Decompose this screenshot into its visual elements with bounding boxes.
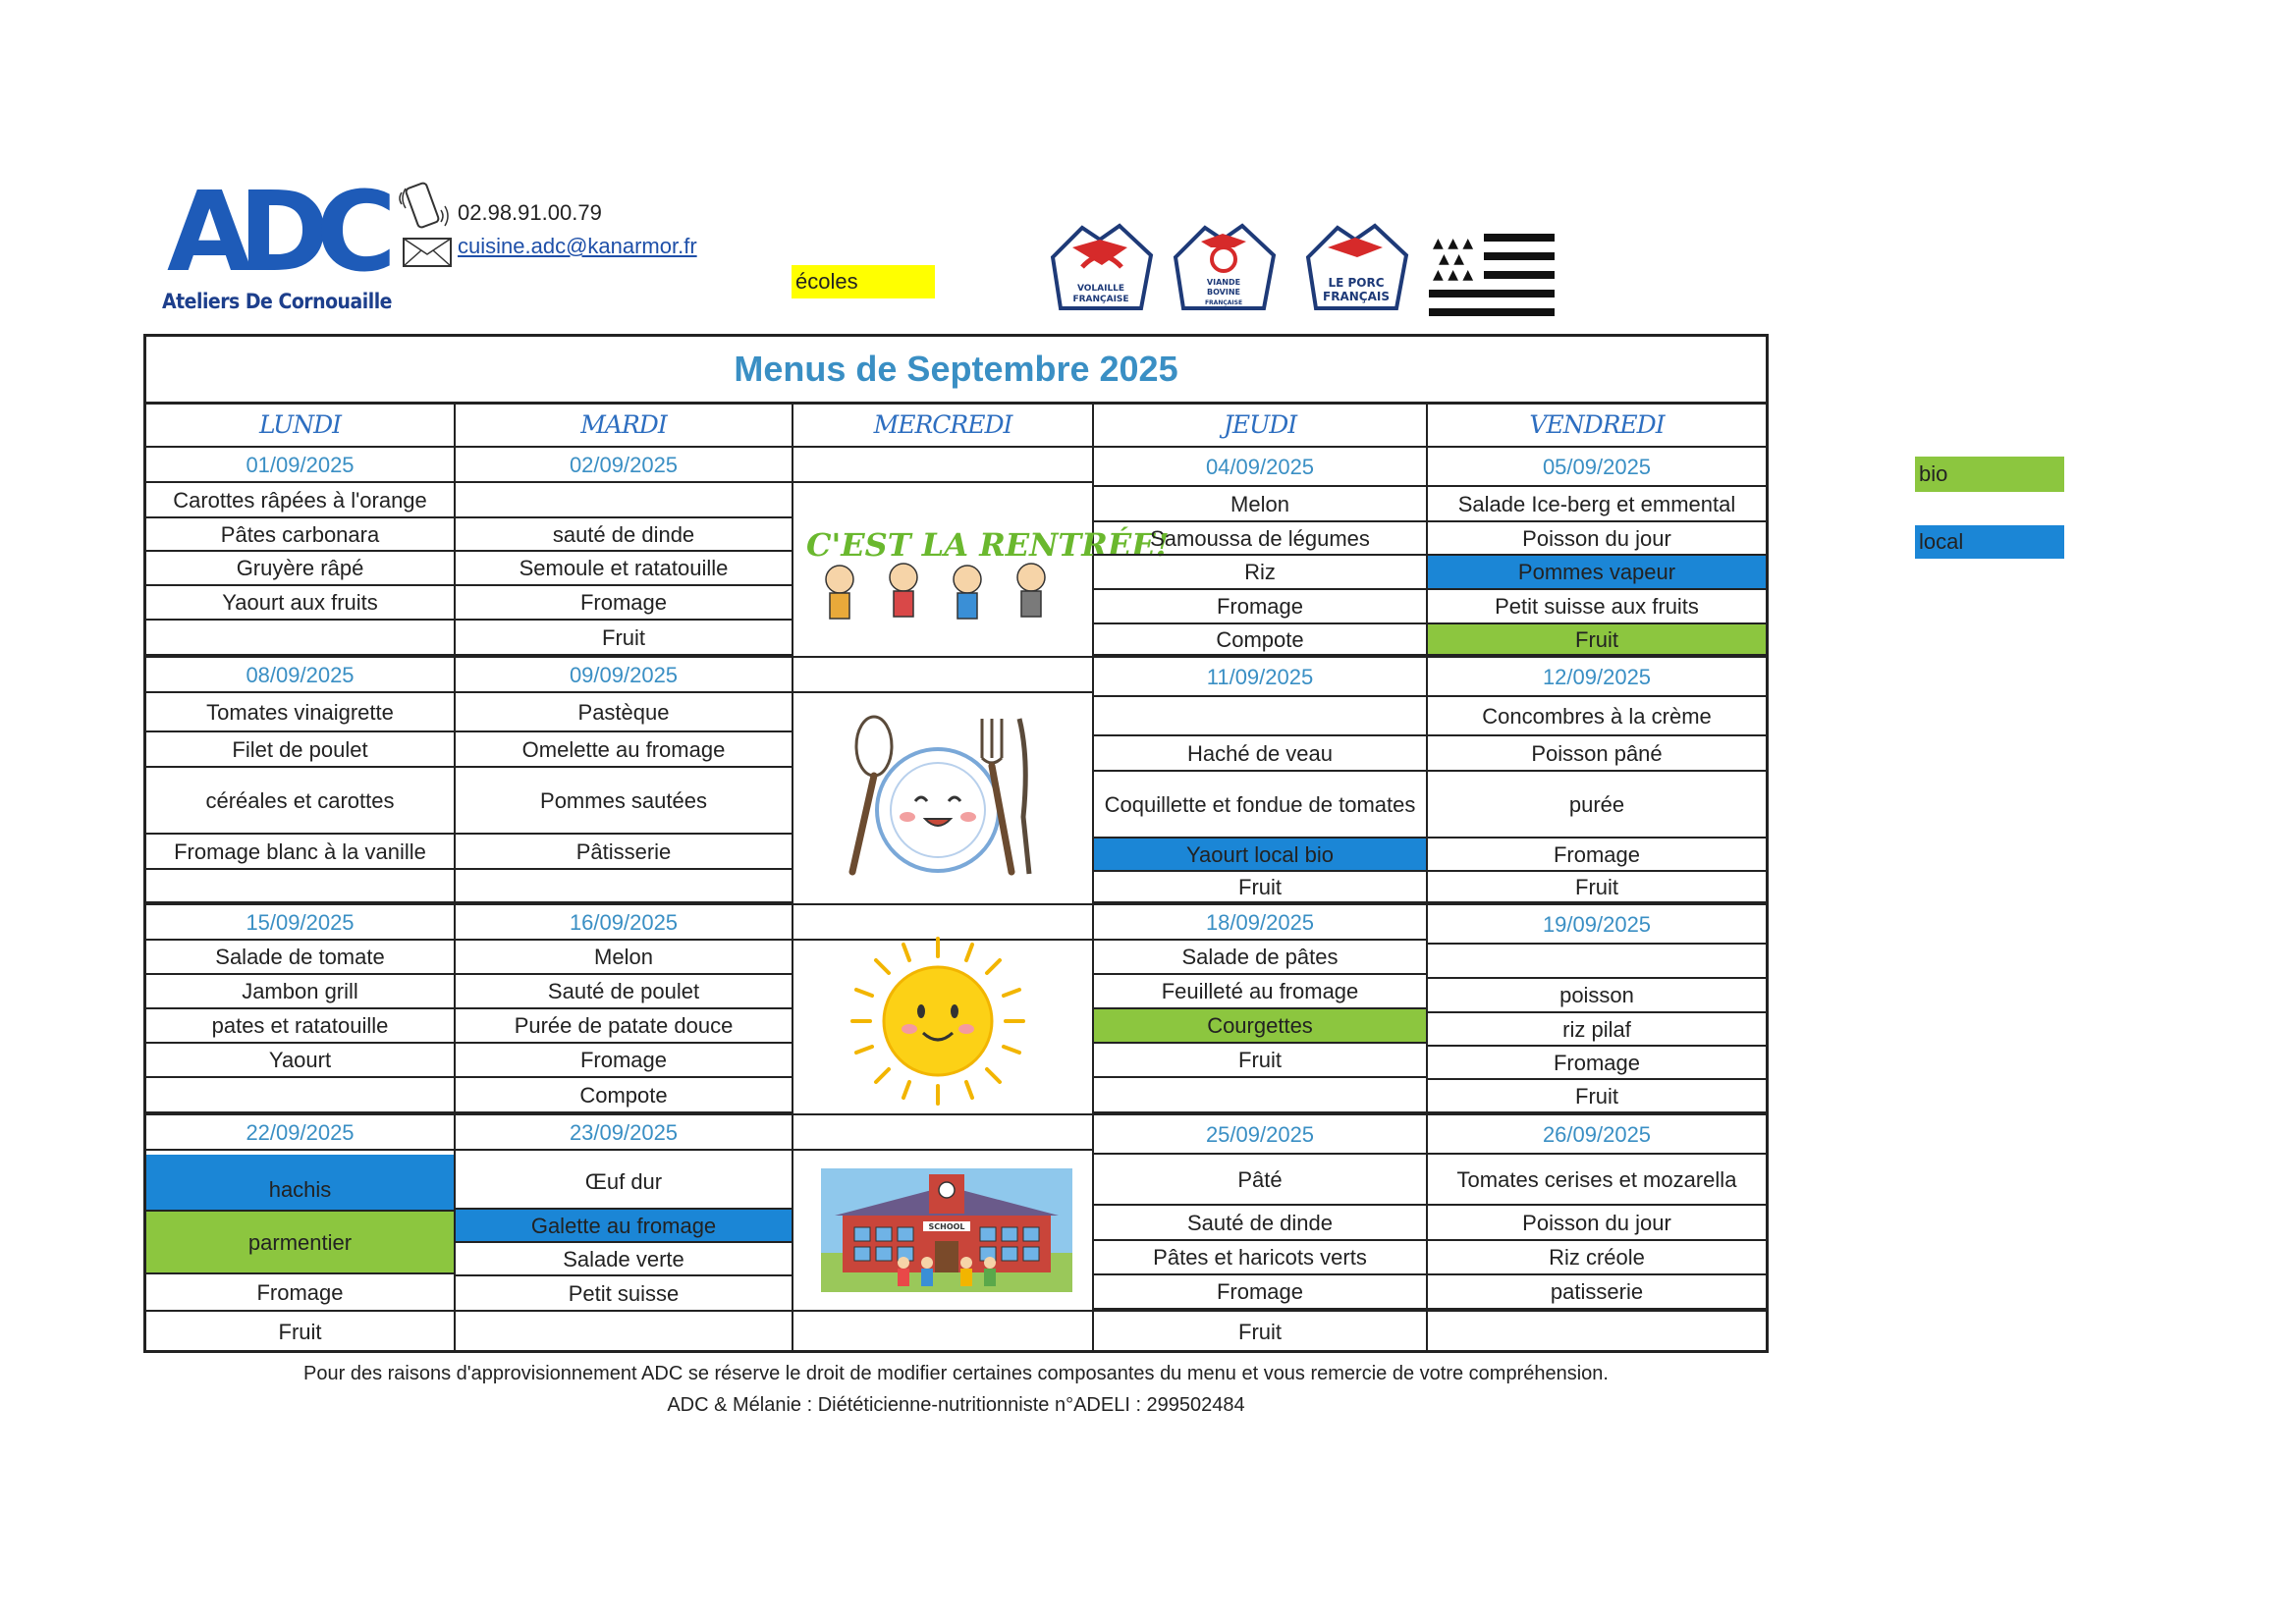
menu-item: Fromage <box>456 1044 792 1078</box>
menu-item-local: Pommes vapeur <box>1428 556 1766 590</box>
menu-item: Riz <box>1094 556 1426 590</box>
svg-text:FRANÇAIS: FRANÇAIS <box>1323 290 1390 303</box>
menu-item: Fruit <box>278 1319 322 1344</box>
phone-icon <box>398 179 457 233</box>
menu-item: Salade Ice-berg et emmental <box>1428 487 1766 522</box>
menu-item: Pâtes carbonara <box>146 518 454 552</box>
c-est-la-rentree-illustration <box>800 511 1170 628</box>
menu-item <box>1428 945 1766 979</box>
menu-item: Fruit <box>1428 872 1766 903</box>
menu-item: patisserie <box>1428 1275 1766 1310</box>
menu-item: Fromage <box>256 1279 344 1305</box>
date-cell: 15/09/2025 <box>146 905 454 941</box>
day-header-mercredi: MERCREDI <box>793 405 1092 448</box>
day-header-mardi: MARDI <box>456 405 792 448</box>
svg-text:BOVINE: BOVINE <box>1206 288 1241 297</box>
menu-item: Compote <box>1094 624 1426 656</box>
menu-item: Pommes sautées <box>456 768 792 835</box>
menu-item: Œuf dur <box>456 1155 792 1210</box>
menu-item: sauté de dinde <box>456 518 792 552</box>
svg-text:C'EST LA RENTRÉE!: C'EST LA RENTRÉE! <box>806 526 1170 564</box>
title-bar <box>143 334 1769 405</box>
date-cell: 18/09/2025 <box>1094 905 1426 941</box>
day-header-lundi: LUNDI <box>146 405 454 448</box>
date-cell: 16/09/2025 <box>456 905 792 941</box>
menu-item: Pâtisserie <box>456 835 792 870</box>
menu-item: Omelette au fromage <box>456 732 792 768</box>
porc-francais-label <box>1298 218 1414 316</box>
menu-item: Fromage <box>1094 1275 1426 1310</box>
svg-text:▲ ▲ ▲: ▲ ▲ ▲ <box>1433 267 1474 283</box>
menu-item: Purée de patate douce <box>456 1009 792 1044</box>
date-cell: 08/09/2025 <box>146 658 454 693</box>
menu-item: Petit suisse aux fruits <box>1428 590 1766 624</box>
svg-text:FRANÇAISE: FRANÇAISE <box>1204 299 1243 306</box>
menu-item: Pâtes et haricots verts <box>1094 1241 1426 1275</box>
smiling-plate-illustration <box>835 707 1041 884</box>
menu-item-local: Galette au fromage <box>456 1210 792 1243</box>
audience-badge: écoles <box>792 265 935 298</box>
mail-icon <box>403 238 452 267</box>
date-cell <box>793 658 1092 693</box>
menu-item: céréales et carottes <box>146 768 454 835</box>
menu-item: Sauté de dinde <box>1094 1206 1426 1241</box>
viande-bovine-francaise-label <box>1166 218 1282 316</box>
menu-item <box>1094 697 1426 736</box>
menu-item: Samoussa de légumes <box>1094 522 1426 556</box>
footer-note: Pour des raisons d'approvisionnement ADC se réserve le droit de modifier certaines composantes du menu et vous remercie de votre compréhension. <box>303 1363 1609 1384</box>
menu-item-local: Yaourt local bio <box>1094 839 1426 872</box>
menu-item <box>1094 1078 1426 1113</box>
legend-local: local <box>1915 525 2064 559</box>
menu-item: Concombres à la crème <box>1428 697 1766 736</box>
column-divider <box>792 405 793 1353</box>
menu-item: Coquillette et fondue de tomates <box>1094 772 1426 839</box>
svg-text:▲ ▲ ▲: ▲ ▲ ▲ <box>1433 236 1474 251</box>
date-cell: 02/09/2025 <box>456 448 792 483</box>
logo-name: Ateliers De Cornouaille <box>162 290 392 313</box>
menu-item <box>456 483 792 518</box>
menu-item: Salade de tomate <box>146 941 454 975</box>
menu-item: Fromage <box>1428 1047 1766 1080</box>
svg-text:SCHOOL: SCHOOL <box>928 1222 965 1231</box>
menu-item: Filet de poulet <box>146 732 454 768</box>
page-title: Menus de Septembre 2025 <box>734 349 1178 389</box>
menu-item: Fruit <box>1238 1319 1282 1344</box>
menu-item: Melon <box>456 941 792 975</box>
date-cell: 04/09/2025 <box>1094 448 1426 487</box>
menu-item: Petit suisse <box>568 1280 680 1306</box>
menu-item-local: hachis <box>146 1155 454 1212</box>
date-cell: 22/09/2025 <box>146 1115 454 1151</box>
menu-item: Riz créole <box>1428 1241 1766 1275</box>
footer-author: ADC & Mélanie : Diététicienne-nutritionniste n°ADELI : 299502484 <box>667 1394 1245 1416</box>
menu-item: Gruyère râpé <box>146 552 454 586</box>
smiling-sun-illustration <box>845 933 1031 1109</box>
svg-text:FRANÇAISE: FRANÇAISE <box>1072 295 1129 304</box>
row-divider <box>146 1310 1767 1312</box>
menu-item: Poisson du jour <box>1428 522 1766 556</box>
menu-item: purée <box>1428 772 1766 839</box>
date-cell: 12/09/2025 <box>1428 658 1766 697</box>
menu-item: Fromage <box>1094 590 1426 624</box>
date-cell <box>793 1115 1092 1151</box>
menu-item <box>1428 1312 1766 1351</box>
menu-item: Fromage <box>456 586 792 621</box>
date-cell: 25/09/2025 <box>1094 1115 1426 1155</box>
menu-item: Semoule et ratatouille <box>456 552 792 586</box>
menu-item-bio: parmentier <box>146 1212 454 1274</box>
menu-item: Pâté <box>1094 1155 1426 1206</box>
date-cell <box>793 448 1092 483</box>
menu-item <box>146 870 454 903</box>
date-cell: 19/09/2025 <box>1428 905 1766 945</box>
menu-item: Haché de veau <box>1094 736 1426 772</box>
legend-bio: bio <box>1915 457 2064 492</box>
school-building-illustration <box>821 1168 1072 1292</box>
svg-text:VOLAILLE: VOLAILLE <box>1076 284 1125 294</box>
menu-item: Poisson du jour <box>1428 1206 1766 1241</box>
menu-item: pates et ratatouille <box>146 1009 454 1044</box>
menu-item: Sauté de poulet <box>456 975 792 1009</box>
menu-item <box>456 870 792 903</box>
breton-flag-icon <box>1429 234 1555 316</box>
adc-logo <box>167 169 383 297</box>
date-cell: 09/09/2025 <box>456 658 792 693</box>
menu-item: Yaourt aux fruits <box>146 586 454 621</box>
phone-number: 02.98.91.00.79 <box>458 200 602 225</box>
email-link[interactable]: cuisine.adc@kanarmor.fr <box>458 234 697 258</box>
menu-item: Salade verte <box>456 1243 792 1276</box>
menu-item-bio: Courgettes <box>1094 1009 1426 1044</box>
menu-item: Melon <box>1094 487 1426 522</box>
date-cell: 01/09/2025 <box>146 448 454 483</box>
volaille-francaise-label <box>1043 218 1159 316</box>
date-cell: 05/09/2025 <box>1428 448 1766 487</box>
menu-item <box>146 1078 454 1113</box>
menu-item: poisson <box>1428 979 1766 1013</box>
menu-item: Jambon grill <box>146 975 454 1009</box>
menu-item-bio: Fruit <box>1428 624 1766 656</box>
menu-item: Fromage blanc à la vanille <box>146 835 454 870</box>
menu-item: Tomates cerises et mozarella <box>1428 1155 1766 1206</box>
svg-text:▲ ▲: ▲ ▲ <box>1439 251 1464 267</box>
menu-item: Salade de pâtes <box>1094 941 1426 975</box>
date-cell: 11/09/2025 <box>1094 658 1426 697</box>
menu-item: Compote <box>456 1078 792 1113</box>
day-header-vendredi: VENDREDI <box>1428 405 1766 448</box>
svg-text:ADC: ADC <box>167 169 383 297</box>
menu-item: Fromage <box>1428 839 1766 872</box>
menu-item: riz pilaf <box>1428 1013 1766 1047</box>
menu-item: Pastèque <box>456 693 792 732</box>
svg-text:LE PORC: LE PORC <box>1328 276 1385 290</box>
day-header-jeudi: JEUDI <box>1094 405 1426 448</box>
menu-item: Yaourt <box>146 1044 454 1078</box>
menu-item: Feuilleté au fromage <box>1094 975 1426 1009</box>
menu-item: Fruit <box>1094 872 1426 903</box>
menu-item <box>146 621 454 656</box>
menu-item: Fruit <box>456 621 792 656</box>
menu-item: Tomates vinaigrette <box>146 693 454 732</box>
menu-item: Carottes râpées à l'orange <box>146 483 454 518</box>
date-cell: 26/09/2025 <box>1428 1115 1766 1155</box>
menu-item: Fruit <box>1094 1044 1426 1078</box>
menu-item: Fruit <box>1428 1080 1766 1113</box>
date-cell: 23/09/2025 <box>456 1115 792 1151</box>
svg-text:VIANDE: VIANDE <box>1206 278 1241 287</box>
menu-item: Poisson pâné <box>1428 736 1766 772</box>
